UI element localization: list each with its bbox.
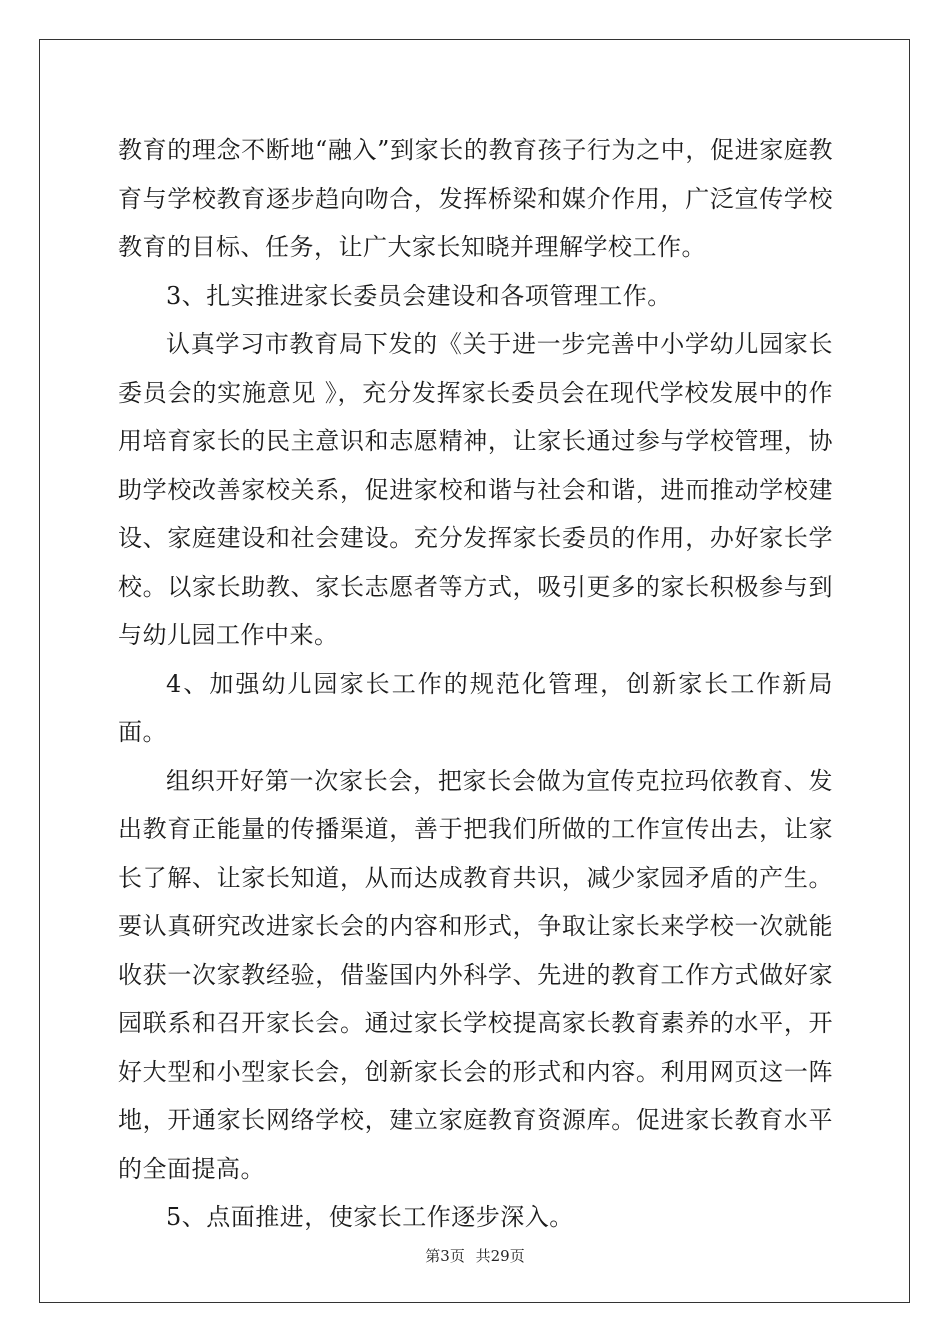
page-total: 共29页 <box>475 1247 525 1265</box>
heading-item-5: 5、点面推进，使家长工作逐步深入。 <box>166 1203 574 1231</box>
heading-item-4: 4、加强幼儿园家长工作的规范化管理，创新家长工作新局面。 <box>118 669 833 746</box>
paragraph-parent-meeting: 组织开好第一次家长会，把家长会做为宣传克拉玛依教育、发出教育正能量的传播渠道，善于把我们所做的工作宣传出去，让家长了解、让家长知道，从而达成教育共识，减少家园矛盾的产生。要认真研究改进家长会的内容和形式，争取让家长来学校一次就能收获一次家教经验，借鉴国内外科学、先进的教育工作方式做好家园联系和召开家长会。通过家长学校提高家长教育素养的水平，开好大型和小型家长会，创新家长会的形式和内容。利用网页这一阵地，开通家长网络学校，建立家庭教育资源库。促进家长教育水平的全面提高。 <box>118 766 833 1183</box>
document-body <box>118 126 833 1242</box>
heading-item-3: 3、扎实推进家长委员会建设和各项管理工作。 <box>166 281 672 310</box>
page-number: 第3页 <box>425 1247 465 1265</box>
page-footer <box>0 1245 950 1266</box>
paragraph-continuation: 教育的理念不断地“融入”到家长的教育孩子行为之中，促进家庭教育与学校教育逐步趋向吻合，发挥桥梁和媒介作用，广泛宣传学校教育的目标、任务，让广大家长知晓并理解学校工作。 <box>118 136 833 261</box>
paragraph-committee: 认真学习市教育局下发的《关于进一步完善中小学幼儿园家长委员会的实施意见 》，充分发挥家长委员会在现代学校发展中的作用培育家长的民主意识和志愿精神，让家长通过参与学校管理，协助学校改善家校关系，促进家校和谐与社会和谐，进而推动学校建设、家庭建设和社会建设。充分发挥家长委员的作用，办好家长学校。以家长助教、家长志愿者等方式，吸引更多的家长积极参与到与幼儿园工作中来。 <box>118 330 833 649</box>
